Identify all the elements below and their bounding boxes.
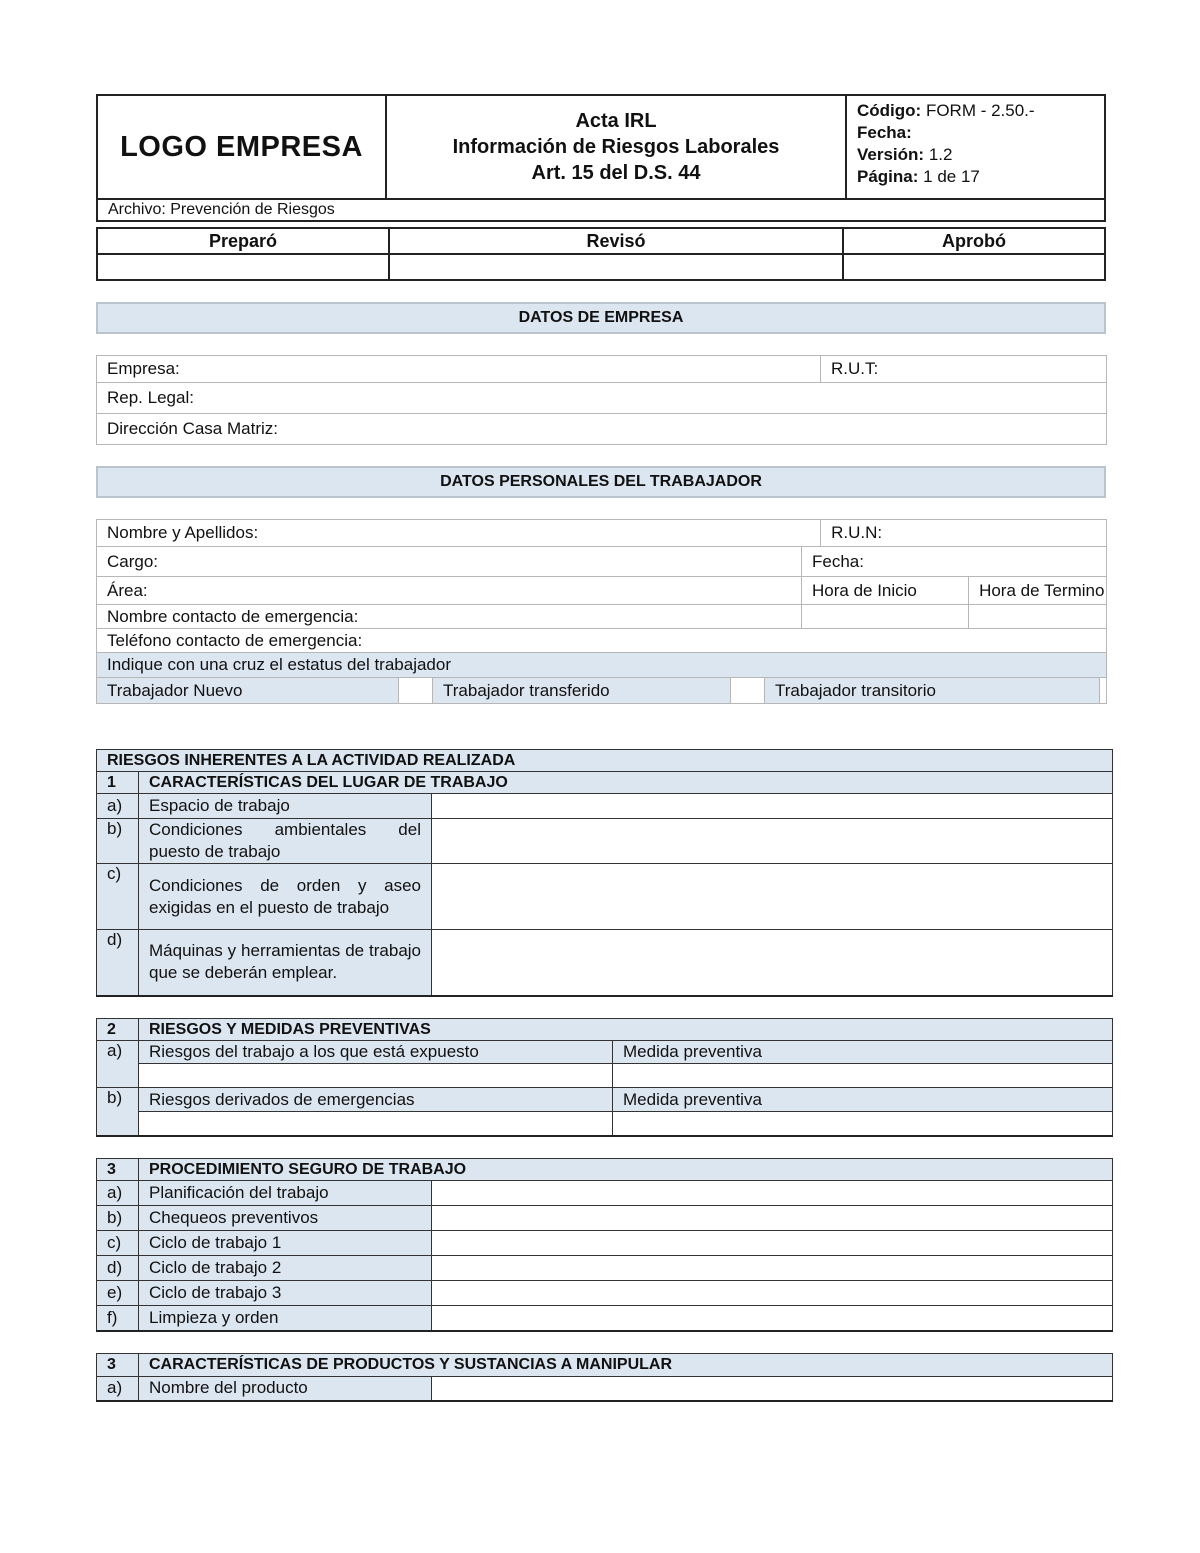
sec3-item-letter: a) xyxy=(97,1181,139,1206)
sec1-item-letter: b) xyxy=(97,819,139,864)
direccion-label: Dirección Casa Matriz: xyxy=(107,419,278,438)
cargo-label: Cargo: xyxy=(107,551,159,571)
run-label: R.U.N: xyxy=(831,523,883,542)
codigo-label: Código: xyxy=(857,101,922,120)
version-value: 1.2 xyxy=(928,145,953,164)
rut-field[interactable] xyxy=(821,356,1107,383)
fecha-label: Fecha: xyxy=(857,123,912,142)
signoff-table xyxy=(96,227,1106,281)
sec4-title: CARACTERÍSTICAS DE PRODUCTOS Y SUSTANCIAS A MANIPULAR xyxy=(139,1354,1113,1377)
approved-field[interactable] xyxy=(843,254,1105,280)
riesgos-section-1 xyxy=(96,749,1113,997)
sec2-measure-field[interactable] xyxy=(613,1112,1113,1136)
document-title xyxy=(386,95,846,199)
document-meta xyxy=(846,95,1105,199)
document-header xyxy=(96,94,1106,222)
estatus-instructions: Indique con una cruz el estatus del trabajador xyxy=(97,653,1107,678)
sec2-item-letter: a) xyxy=(97,1041,139,1088)
sec3-item-label: Limpieza y orden xyxy=(139,1306,432,1331)
sec4-number: 3 xyxy=(97,1354,139,1377)
sec4-item-field[interactable] xyxy=(432,1377,1113,1401)
rut-label: R.U.T: xyxy=(831,359,879,378)
sec3-item-field[interactable] xyxy=(432,1181,1113,1206)
sec3-item-field[interactable] xyxy=(432,1256,1113,1281)
sec3-item-label: Chequeos preventivos xyxy=(139,1206,432,1231)
sec3-item-label: Ciclo de trabajo 3 xyxy=(139,1281,432,1306)
trabajador-table xyxy=(96,519,1107,704)
sec3-item-field[interactable] xyxy=(432,1231,1113,1256)
sec3-item-letter: e) xyxy=(97,1281,139,1306)
sec2-risk-field[interactable] xyxy=(139,1064,613,1088)
sec1-item-letter: d) xyxy=(97,930,139,996)
sec3-title: PROCEDIMIENTO SEGURO DE TRABAJO xyxy=(139,1159,1113,1181)
riesgos-section-4 xyxy=(96,1353,1113,1402)
sec2-item-measure: Medida preventiva xyxy=(613,1041,1113,1064)
telefono-label: Teléfono contacto de emergencia: xyxy=(107,630,363,650)
empresa-label: Empresa: xyxy=(107,359,180,378)
telefono-field[interactable] xyxy=(97,629,1107,653)
riesgos-main-title: RIESGOS INHERENTES A LA ACTIVIDAD REALIZADA xyxy=(97,750,1113,772)
sec1-item-letter: c) xyxy=(97,864,139,930)
sec3-item-label: Planificación del trabajo xyxy=(139,1181,432,1206)
nombre-field[interactable] xyxy=(97,520,821,547)
sec3-item-letter: f) xyxy=(97,1306,139,1331)
fecha-field[interactable] xyxy=(802,547,1107,577)
pagina-label: Página: xyxy=(857,167,919,186)
sec4-item-label: Nombre del producto xyxy=(139,1377,432,1401)
sec1-item-letter: a) xyxy=(97,794,139,819)
sec3-item-letter: c) xyxy=(97,1231,139,1256)
sec1-item-field[interactable] xyxy=(432,864,1113,930)
title-line-2: Información de Riesgos Laborales xyxy=(452,136,780,158)
riesgos-section-3 xyxy=(96,1158,1113,1332)
empresa-section-title: DATOS DE EMPRESA xyxy=(96,302,1106,334)
sec2-item-label: Riesgos del trabajo a los que está expuesto xyxy=(139,1041,613,1064)
sec3-item-field[interactable] xyxy=(432,1206,1113,1231)
fecha-label: Fecha: xyxy=(812,551,864,571)
transitorio-checkbox[interactable] xyxy=(1100,678,1107,704)
approved-header: Aprobó xyxy=(843,228,1105,254)
sec3-item-field[interactable] xyxy=(432,1306,1113,1331)
sec2-measure-field[interactable] xyxy=(613,1064,1113,1088)
sec1-item-label: Condiciones ambientales del puesto de trabajo xyxy=(139,819,432,864)
hora-termino-label: Hora de Termino xyxy=(969,577,1107,605)
sec3-item-letter: d) xyxy=(97,1256,139,1281)
sec2-risk-field[interactable] xyxy=(139,1112,613,1136)
sec1-item-field[interactable] xyxy=(432,794,1113,819)
title-line-1: Acta IRL xyxy=(575,110,657,132)
transferido-label: Trabajador transferido xyxy=(433,678,731,704)
nuevo-label: Trabajador Nuevo xyxy=(97,678,399,704)
codigo-value: FORM - 2.50.- xyxy=(925,101,1035,120)
contacto-field[interactable] xyxy=(97,605,802,629)
sec4-item-letter: a) xyxy=(97,1377,139,1401)
run-field[interactable] xyxy=(821,520,1107,547)
nombre-label: Nombre y Apellidos: xyxy=(107,523,259,542)
sec3-item-field[interactable] xyxy=(432,1281,1113,1306)
sec3-item-label: Ciclo de trabajo 1 xyxy=(139,1231,432,1256)
reviewed-header: Revisó xyxy=(389,228,843,254)
pagina-value: 1 de 17 xyxy=(923,167,980,186)
sec1-item-label: Espacio de trabajo xyxy=(139,794,432,819)
sec1-item-label: Máquinas y herramientas de trabajo que se deberán emplear. xyxy=(139,930,432,996)
archivo-line: Archivo: Prevención de Riesgos xyxy=(97,199,1105,221)
title-line-3: Art. 15 del D.S. 44 xyxy=(531,162,701,184)
prepared-header: Preparó xyxy=(97,228,389,254)
sec3-item-label: Ciclo de trabajo 2 xyxy=(139,1256,432,1281)
area-field[interactable] xyxy=(97,577,802,605)
trabajador-section-title: DATOS PERSONALES DEL TRABAJADOR xyxy=(96,466,1106,498)
sec1-number: 1 xyxy=(97,772,139,794)
sec1-item-field[interactable] xyxy=(432,819,1113,864)
direccion-field[interactable] xyxy=(97,414,1107,445)
sec3-number: 3 xyxy=(97,1159,139,1181)
sec2-title: RIESGOS Y MEDIDAS PREVENTIVAS xyxy=(139,1019,1113,1041)
hora-inicio-field[interactable] xyxy=(802,605,969,629)
contacto-label: Nombre contacto de emergencia: xyxy=(107,606,359,626)
sec1-item-label: Condiciones de orden y aseo exigidas en el puesto de trabajo xyxy=(139,864,432,930)
hora-inicio-label: Hora de Inicio xyxy=(802,577,969,605)
hora-termino-field[interactable] xyxy=(969,605,1107,629)
sec1-item-field[interactable] xyxy=(432,930,1113,996)
reviewed-field[interactable] xyxy=(389,254,843,280)
prepared-field[interactable] xyxy=(97,254,389,280)
sec1-title: CARACTERÍSTICAS DEL LUGAR DE TRABAJO xyxy=(139,772,1113,794)
sec2-item-measure: Medida preventiva xyxy=(613,1088,1113,1112)
rep-legal-field[interactable] xyxy=(97,383,1107,414)
transitorio-label: Trabajador transitorio xyxy=(765,678,1100,704)
empresa-table xyxy=(96,355,1107,445)
cargo-field[interactable] xyxy=(97,547,802,577)
riesgos-section-2 xyxy=(96,1018,1113,1137)
area-label: Área: xyxy=(107,580,148,600)
sec2-number: 2 xyxy=(97,1019,139,1041)
transferido-checkbox[interactable] xyxy=(731,678,765,704)
sec3-item-letter: b) xyxy=(97,1206,139,1231)
sec2-item-letter: b) xyxy=(97,1088,139,1136)
version-label: Versión: xyxy=(857,145,925,164)
nuevo-checkbox[interactable] xyxy=(399,678,433,704)
company-logo-placeholder: LOGO EMPRESA xyxy=(97,95,386,199)
rep-legal-label: Rep. Legal: xyxy=(107,388,194,407)
sec2-item-label: Riesgos derivados de emergencias xyxy=(139,1088,613,1112)
empresa-field[interactable] xyxy=(97,356,821,383)
